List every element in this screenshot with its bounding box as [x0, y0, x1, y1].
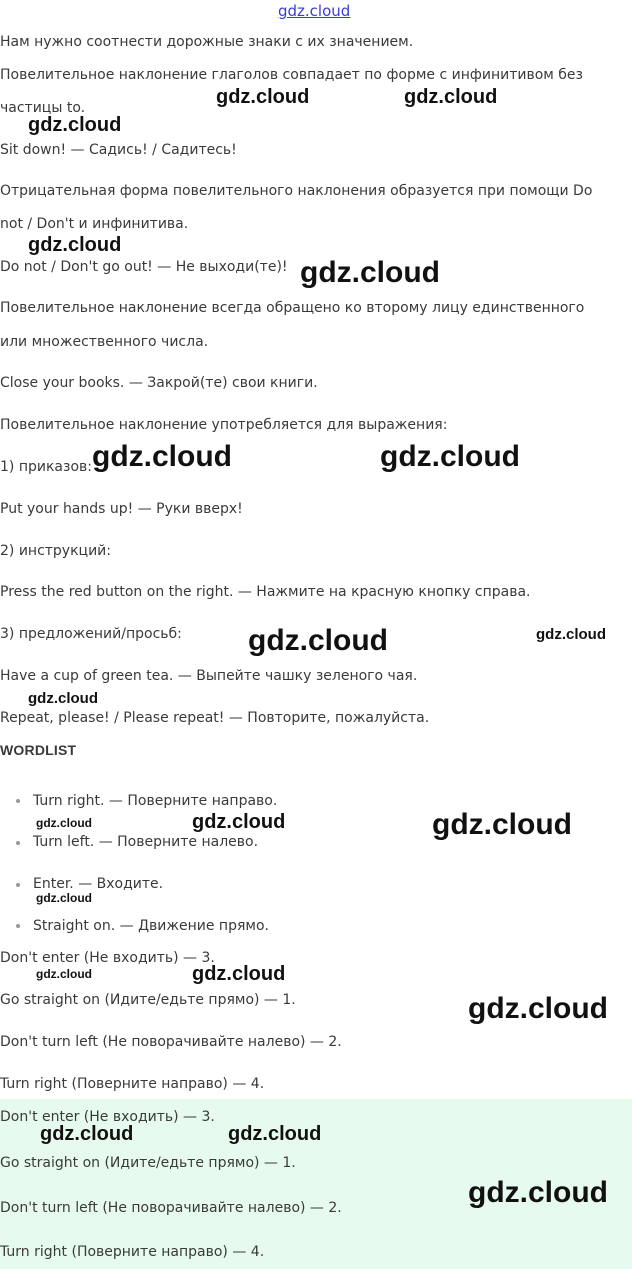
bullet-icon	[16, 883, 20, 887]
example-sentence: Have a cup of green tea. — Выпейте чашку зеленого чая.	[0, 668, 418, 684]
wordlist-heading: WORDLIST	[0, 742, 77, 758]
paragraph: Повелительное наклонение употребляется для выражения:	[0, 417, 448, 433]
match-line: Go straight on (Идите/едьте прямо) — 1.	[0, 992, 296, 1008]
answer-line: Go straight on (Идите/едьте прямо) — 1.	[0, 1155, 296, 1171]
example-sentence: Do not / Don't go out! — Не выходи(те)!	[0, 259, 288, 275]
bullet-icon	[16, 841, 20, 845]
example-sentence: Sit down! — Садись! / Садитесь!	[0, 142, 237, 158]
watermark: gdz.cloud	[380, 440, 520, 473]
bullet-icon	[16, 799, 20, 803]
header-watermark-link[interactable]: gdz.cloud	[278, 2, 351, 20]
paragraph: Отрицательная форма повелительного наклонения образуется при помощи Do	[0, 183, 593, 199]
watermark: gdz.cloud	[28, 114, 122, 136]
answer-line: Turn right (Поверните направо) — 4.	[0, 1244, 265, 1260]
watermark: gdz.cloud	[432, 808, 572, 841]
example-sentence: Close your books. — Закрой(те) свои книги.	[0, 375, 318, 391]
paragraph: частицы to.	[0, 100, 86, 116]
answer-line: Don't enter (Не входить) — 3.	[0, 1109, 215, 1125]
paragraph: Нам нужно соотнести дорожные знаки с их значением.	[0, 34, 414, 50]
watermark: gdz.cloud	[228, 1123, 322, 1145]
match-line: Turn right (Поверните направо) — 4.	[0, 1076, 265, 1092]
watermark: gdz.cloud	[28, 234, 122, 256]
paragraph: или множественного числа.	[0, 334, 209, 350]
watermark: gdz.cloud	[40, 1123, 134, 1145]
watermark: gdz.cloud	[404, 86, 498, 108]
match-line: Don't enter (Не входить) — 3.	[0, 950, 215, 966]
watermark: gdz.cloud	[36, 816, 92, 830]
list-label: 3) предложений/просьб:	[0, 626, 182, 642]
list-label: 2) инструкций:	[0, 543, 111, 559]
example-sentence: Repeat, please! / Please repeat! — Повторите, пожалуйста.	[0, 710, 430, 726]
watermark: gdz.cloud	[300, 256, 440, 289]
bullet-icon	[16, 924, 20, 928]
watermark: gdz.cloud	[36, 967, 92, 981]
example-sentence: Press the red button on the right. — Нажмите на красную кнопку справа.	[0, 584, 531, 600]
watermark: gdz.cloud	[468, 992, 608, 1025]
paragraph: Повелительное наклонение всегда обращено ко второму лицу единственного	[0, 300, 585, 316]
example-sentence: Put your hands up! — Руки вверх!	[0, 501, 243, 517]
list-label: 1) приказов:	[0, 459, 92, 475]
wordlist-item: Enter. — Входите.	[33, 876, 164, 892]
wordlist-item: Turn right. — Поверните направо.	[33, 793, 278, 809]
watermark: gdz.cloud	[36, 891, 92, 905]
watermark: gdz.cloud	[192, 963, 286, 985]
wordlist-item: Turn left. — Поверните налево.	[33, 834, 259, 850]
watermark: gdz.cloud	[536, 626, 606, 643]
paragraph: Повелительное наклонение глаголов совпадает по форме с инфинитивом без	[0, 67, 583, 83]
watermark: gdz.cloud	[28, 690, 98, 707]
watermark: gdz.cloud	[216, 86, 310, 108]
watermark: gdz.cloud	[468, 1176, 608, 1209]
watermark: gdz.cloud	[192, 811, 286, 833]
watermark: gdz.cloud	[92, 440, 232, 473]
answer-line: Don't turn left (Не поворачивайте налево) — 2.	[0, 1200, 342, 1216]
match-line: Don't turn left (Не поворачивайте налево) — 2.	[0, 1034, 342, 1050]
wordlist-item: Straight on. — Движение прямо.	[33, 918, 269, 934]
watermark: gdz.cloud	[248, 624, 388, 657]
paragraph: not / Don't и инфинитива.	[0, 216, 189, 232]
